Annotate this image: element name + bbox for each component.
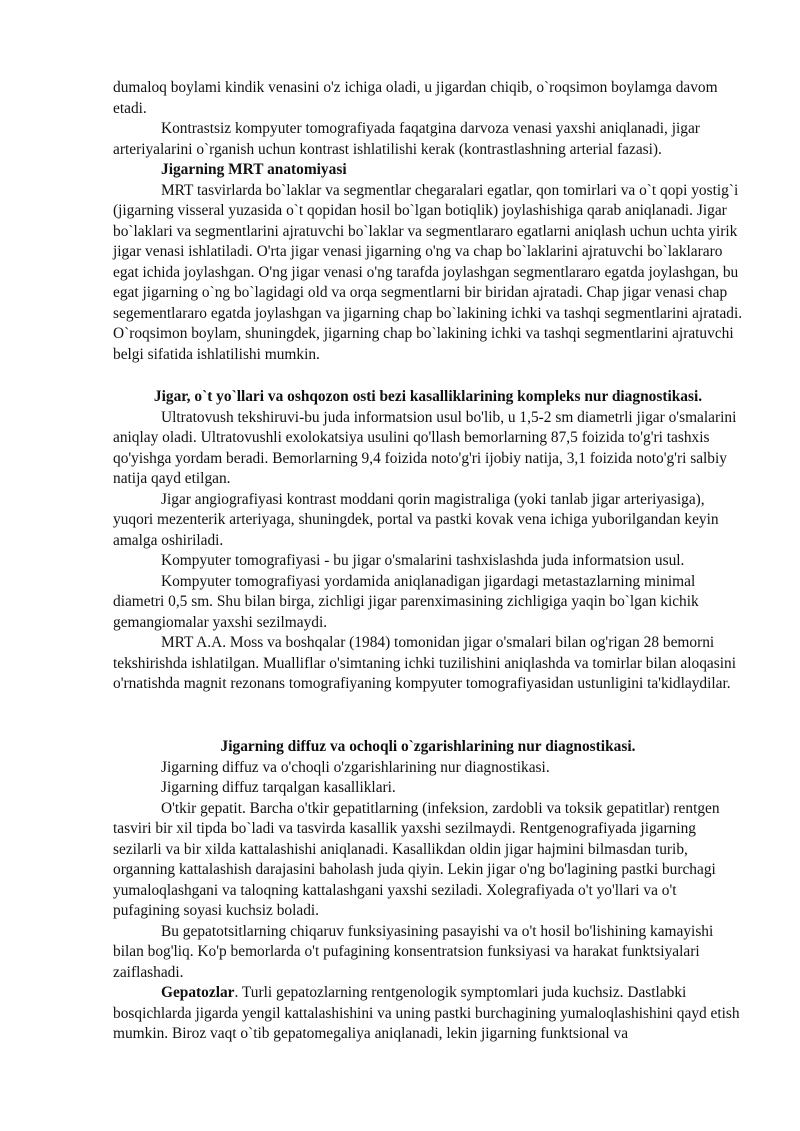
paragraph-text: . Turli gepatozlarning rentgenologik symptomlari juda kuchsiz. Dastlabki bosqichlarda jigarda yengil kattalashishini va uning pastki burchagining yumaloqlashishini qayd etish mumkin. Biroz vaqt o`tib gepatomegaliya aniqlanadi, lekin jigarning funktsional va — [113, 984, 740, 1042]
paragraph: dumaloq boylami kindik venasini o'z ichiga oladi, u jigardan chiqib, o`roqsimon boylamga davom etadi. — [113, 79, 718, 117]
paragraph: Kompyuter tomografiyasi yordamida aniqlanadigan jigardagi metastazlarning minimal diametri 0,5 sm. Shu bilan birga, zichligi jigar parenximasining zichligiga yaqin bo`lgan kichik gemangiomalar yaxshi sezilmaydi. — [113, 572, 699, 631]
paragraph: Kontrastsiz kompyuter tomografiyada faqatgina darvoza venasi yaxshi aniqlanadi, jigar arteriyalarini o`rganish uchun kontrast ishlatilishi kerak (kontrastlashning arterial fazasi). — [113, 120, 700, 158]
section-heading: Jigarning MRT anatomiyasi — [161, 161, 347, 178]
paragraph: Jigarning diffuz tarqalgan kasalliklari. — [161, 779, 396, 796]
paragraph: MRT tasvirlarda bo`laklar va segmentlar chegaralari egatlar, qon tomirlari va o`t qopi yostig`i (jigarning visseral yuzasida o`t qopidan hosil bo`lgan botiqlik) joylashishiga qarab aniqlanadi. Jigar bo`laklari va segmentlarini ajratuvchi bo`laklar va segmentlararo egatlarni aniqlash uchun uchta yirik jigar venasi ishlatiladi. O'rta jigar venasi jigarning o'ng va chap bo`laklarini ajratuvchi bo`laklararo egat ichida joylashgan. O'ng jigar venasi o'ng tarafda joylashgan segmentlararo egatda joylashgan, bu egat jigarning o`ng bo`lagidagi old va orqa segmentlarni bir biridan ajratadi. Chap jigar venasi chap segementlararo egatda joylashgan va jigarning chap bo`lakining ichki va tashqi segmentlarini ajratadi. O`roqsimon boylam, shuningdek, jigarning chap bo`lakining ichki va tashqi segmentlarini ajratuvchi belgi sifatida ishlatilishi mumkin. — [113, 181, 743, 363]
paragraph — [113, 983, 743, 1045]
section-diffuse-changes — [113, 737, 743, 1045]
section-heading: Jigarning diffuz va ochoqli o`zgarishlarining nur diagnostikasi. — [220, 738, 636, 755]
paragraph: O'tkir gepatit. Barcha o'tkir gepatitlarning (infeksion, zardobli va toksik gepatitlar) rentgen tasviri bir xil tipda bo`ladi va tasvirda kasallik yaxshi sezilmaydi. Rentgenografiyada jigarning sezilarli va bir xilda kattalashishi aniqlanadi. Kasallikdan oldin jigar hajmini bilmasdan turib, organning kattalashish darajasini baholash juda qiyin. Lekin jigar o'ng bo'lagining pastki burchagi yumaloqlashgani va taloqning kattalashgani yaxshi seziladi. Xolegrafiyada o't yo'llari va o't pufagining soyasi kuchsiz boladi. — [113, 799, 720, 919]
section-liver-anatomy — [113, 78, 743, 365]
paragraph: Jigarning diffuz va o'choqli o'zgarishlarining nur diagnostikasi. — [161, 758, 550, 776]
section-heading: Jigar, o`t yo`llari va oshqozon osti bezi kasalliklarining kompleks nur diagnostikasi. — [153, 388, 703, 405]
section-complex-diagnostics — [113, 387, 743, 695]
paragraph: MRT A.A. Moss va boshqalar (1984) tomonidan jigar o'smalari bilan og'rigan 28 bemorni tekshirishda ishlatilgan. Mualliflar o'simtaning ichki tuzilishini aniqlashda va tomirlar bilan aloqasini o'rnatishda magnit rezonans tomografiyaning kompyuter tomografiyasidan ustunligini ta'kidlaydilar. — [113, 634, 736, 692]
paragraph: Ultratovush tekshiruvi-bu juda informatsion usul bo'lib, u 1,5-2 sm diametrli jigar o'smalarini aniqlay oladi. Ultratovushli exolokatsiya usulini qo'llash bemorlarning 87,5 foizida to'g'ri tashxis qo'yishga yordam beradi. Bemorlarning 9,4 foizida noto'g'ri ijobiy natija, 3,1 foizida noto'g'ri salbiy natija qayd etilgan. — [113, 408, 737, 487]
paragraph: Bu gepatotsitlarning chiqaruv funksiyasining pasayishi va o't hosil bo'lishining kamayishi bilan bog'liq. Ko'p bemorlarda o't pufagining konsentratsion funksiyasi va harakat funktsiyalari zaiflashadi. — [113, 922, 714, 981]
paragraph: Kompyuter tomografiyasi - bu jigar o'smalarini tashxislashda juda informatsion usul. — [161, 552, 685, 569]
paragraph: Jigar angiografiyasi kontrast moddani qorin magistraliga (yoki tanlab jigar arteriyasiga), yuqori mezenterik arteriyaga, shuningdek, portal va pastki kovak vena ichiga yuborilgandan keyin amalga oshiriladi. — [113, 490, 719, 549]
term-gepatozlar: Gepatozlar — [161, 984, 235, 1001]
